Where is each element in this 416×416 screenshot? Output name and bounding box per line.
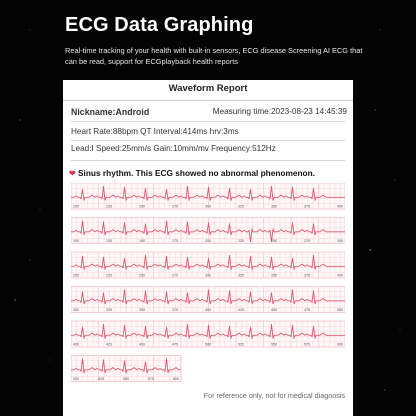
ecg-time-label: 275	[304, 239, 310, 243]
ecg-time-label: 300	[205, 204, 211, 209]
ecg-time-label: 100	[73, 239, 79, 243]
ecg-time-label: 425	[106, 342, 112, 347]
ecg-time-label: 300	[205, 273, 211, 278]
ecg-time-label: 225	[106, 204, 112, 209]
ecg-strip	[71, 183, 345, 209]
ecg-time-label: 325	[238, 273, 244, 278]
ecg-time-label: 350	[139, 308, 145, 312]
ecg-time-label: 325	[106, 308, 112, 312]
settings-row: Lead:I Speed:25mm/s Gain:10mm/mv Frequency:512Hz	[71, 144, 276, 153]
ecg-time-label: 500	[337, 308, 343, 312]
ecg-strip	[71, 356, 181, 382]
waveform-report-card	[63, 80, 353, 416]
ecg-time-label: 375	[304, 204, 310, 209]
ecg-time-label: 475	[304, 308, 310, 312]
ecg-time-label: 375	[172, 308, 178, 312]
ecg-time-label: 250	[271, 239, 277, 243]
ecg-waveform-chart	[71, 183, 345, 389]
ecg-time-label: 200	[73, 204, 79, 209]
ecg-time-label: 400	[337, 204, 343, 209]
ecg-time-label: 475	[172, 342, 178, 347]
ecg-time-label: 250	[139, 273, 145, 278]
ecg-time-label: 425	[238, 308, 244, 312]
ecg-time-label: 125	[106, 239, 112, 243]
ecg-time-label: 500	[73, 377, 79, 381]
ecg-time-label: 575	[148, 377, 154, 381]
diagnosis	[69, 168, 315, 178]
disclaimer: For reference only, not for medical diagnosis	[203, 391, 345, 400]
ecg-time-label: 175	[172, 239, 178, 243]
ecg-time-label: 150	[139, 239, 145, 243]
ecg-strip	[71, 321, 345, 347]
ecg-time-label: 350	[271, 273, 277, 278]
report-title: Waveform Report	[63, 80, 353, 101]
ecg-time-label: 525	[98, 377, 104, 381]
diagnosis-text: Sinus rhythm. This ECG showed no abnormal phenomenon.	[78, 168, 315, 178]
ecg-time-label: 450	[139, 342, 145, 347]
page-title: ECG Data Graphing	[65, 14, 254, 36]
ecg-strip	[71, 252, 345, 278]
ecg-time-label: 225	[106, 273, 112, 278]
ecg-time-label: 375	[304, 273, 310, 278]
ecg-strip	[71, 287, 345, 313]
divider	[71, 140, 345, 141]
ecg-time-label: 400	[73, 342, 79, 347]
ecg-time-label: 275	[172, 204, 178, 209]
ecg-time-label: 400	[337, 273, 343, 278]
vitals-row: Heart Rate:88bpm QT Interval:414ms hrv:3ms	[71, 127, 239, 136]
ecg-time-label: 525	[238, 342, 244, 347]
divider	[71, 160, 345, 161]
ecg-time-label: 200	[73, 273, 79, 278]
ecg-time-label: 550	[123, 377, 129, 381]
ecg-time-label: 500	[205, 342, 211, 347]
ecg-time-label: 325	[238, 204, 244, 209]
page-subtitle: Real-time tracking of your health with built-in sensors, ECG disease Screening AI ECG that can be read, support for ECGplayback health reports	[65, 46, 363, 66]
ecg-time-label: 550	[271, 342, 277, 347]
divider	[71, 121, 345, 122]
ecg-time-label: 600	[173, 377, 179, 381]
report-meta-row	[71, 107, 347, 117]
ecg-time-label: 275	[172, 273, 178, 278]
ecg-time-label: 225	[238, 239, 244, 243]
measuring-time: Measuring time:2023-08-23 14:45:39	[212, 107, 347, 116]
ecg-time-label: 350	[271, 204, 277, 209]
ecg-time-label: 575	[304, 342, 310, 347]
ecg-time-label: 250	[139, 204, 145, 209]
ecg-time-label: 300	[73, 308, 79, 312]
ecg-time-label: 600	[337, 342, 343, 347]
nickname: Nickname:Android	[71, 107, 150, 117]
ecg-time-label: 200	[205, 239, 211, 243]
ecg-strip	[71, 218, 345, 244]
heart-icon: ❤	[69, 169, 76, 178]
ecg-time-label: 300	[337, 239, 343, 243]
ecg-time-label: 400	[205, 308, 211, 312]
ecg-time-label: 450	[271, 308, 277, 312]
